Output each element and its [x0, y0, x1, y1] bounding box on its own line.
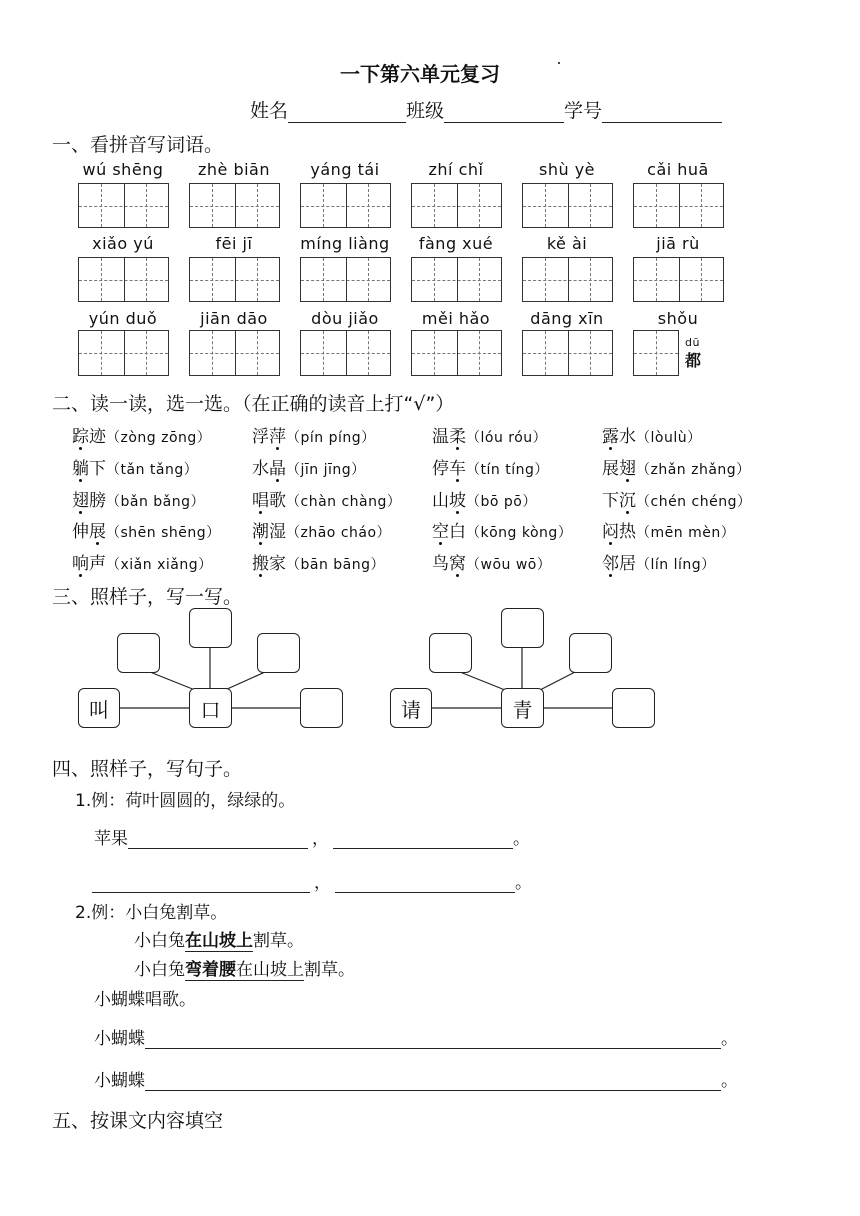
example-char-box-right [390, 688, 432, 728]
example1-line2 [92, 868, 532, 893]
word: 潮湿 [252, 522, 286, 542]
section4-heading: 四、照样子，写句子。 [52, 758, 243, 780]
pronunciation-options[interactable]: （xiǎn xiǎng） [106, 557, 213, 573]
highlighted-phrase: 弯着腰 [185, 960, 236, 980]
pronunciation-options[interactable]: （wōu wō） [466, 557, 552, 573]
answer-box[interactable] [429, 633, 472, 673]
pronunciation-options[interactable]: （zhǎn zhǎng） [636, 462, 751, 478]
example1-label: 1.例：荷叶圆圆的，绿绿的。 [75, 791, 296, 811]
answer-line[interactable] [145, 1030, 721, 1049]
reading-item [602, 486, 751, 511]
pinyin-label: měi hǎo [421, 309, 491, 328]
reading-item [602, 422, 702, 447]
writing-grid-box[interactable] [300, 183, 391, 228]
reading-item [72, 517, 221, 542]
word: 山坡 [432, 491, 466, 511]
pinyin-label: xiǎo yú [92, 234, 154, 253]
class-field[interactable] [444, 102, 564, 123]
period: 。 [721, 1029, 738, 1049]
word: 下沉 [602, 491, 636, 511]
pronunciation-options[interactable]: （mēn mèn） [636, 525, 736, 541]
reading-item [602, 549, 716, 574]
pinyin-label: fàng xué [418, 234, 494, 253]
answer-line[interactable] [333, 830, 513, 849]
reading-item [252, 517, 391, 542]
pronunciation-options[interactable]: （tín tíng） [466, 462, 549, 478]
pronunciation-options[interactable]: （kōng kòng） [466, 525, 573, 541]
writing-grid-box[interactable] [522, 330, 613, 376]
sentence-part: 割草。 [304, 960, 355, 980]
writing-grid-box[interactable] [189, 330, 280, 376]
writing-grid-box[interactable] [300, 257, 391, 302]
word: 翅膀 [72, 491, 106, 511]
number-label: 学号 [564, 100, 603, 122]
center-char-box-right [501, 688, 544, 728]
pinyin-label: yún duǒ [88, 309, 158, 328]
word: 唱歌 [252, 491, 286, 511]
word: 伸展 [72, 522, 106, 542]
word: 搬家 [252, 554, 286, 574]
word: 温柔 [432, 427, 466, 447]
writing-grid-box[interactable] [411, 257, 502, 302]
writing-grid-box[interactable] [189, 183, 280, 228]
page-title: 一下第六单元复习 [340, 62, 500, 86]
student-info [250, 96, 722, 123]
class-label: 班级 [406, 100, 445, 122]
reading-item [432, 454, 549, 479]
writing-grid-box[interactable] [78, 257, 169, 302]
pronunciation-options[interactable]: （jīn jīng） [286, 462, 366, 478]
word: 闷热 [602, 522, 636, 542]
pinyin-label: jiān dāo [200, 309, 268, 328]
pronunciation-options[interactable]: （lín líng） [636, 557, 716, 573]
reading-item [432, 549, 551, 574]
example2-line2 [134, 955, 355, 980]
word: 空白 [432, 522, 466, 542]
pinyin-label: shǒu [657, 309, 699, 328]
pronunciation-options[interactable]: （lòulù） [636, 430, 702, 446]
reading-item [432, 486, 537, 511]
sentence-part: 小白兔 [134, 931, 185, 951]
writing-grid-box[interactable] [300, 330, 391, 376]
pronunciation-options[interactable]: （chàn chàng） [286, 494, 402, 510]
reading-item [252, 549, 385, 574]
pronunciation-options[interactable]: （lóu róu） [466, 430, 548, 446]
pinyin-label: wú shēng [82, 160, 164, 179]
example-char: 叫 [89, 697, 109, 722]
pinyin-label: zhè biān [197, 160, 270, 179]
reading-item [72, 454, 198, 479]
pinyin-label: shù yè [538, 160, 595, 179]
reading-item [252, 486, 401, 511]
answer-box[interactable] [257, 633, 300, 673]
writing-grid-box[interactable] [633, 257, 724, 302]
section1-heading: 一、看拼音写词语。 [52, 134, 224, 156]
pinyin-label: dòu jiǎo [311, 309, 379, 328]
example-char: 请 [401, 697, 421, 722]
reading-item [432, 517, 572, 542]
center-char-box-left [189, 688, 232, 728]
answer-box[interactable] [612, 688, 655, 728]
word: 水晶 [252, 459, 286, 479]
example1-line1 [94, 824, 530, 849]
pronunciation-options[interactable]: （tǎn tǎng） [106, 462, 199, 478]
reading-item [72, 422, 211, 447]
extra-char: 都 [685, 351, 702, 370]
word: 展翅 [602, 459, 636, 479]
answer-line[interactable] [128, 830, 308, 849]
butterfly-prompt: 小蝴蝶 [94, 1071, 145, 1091]
section2-heading: 二、读一读，选一选。（在正确的读音上打“√”） [52, 393, 455, 415]
pronunciation-options[interactable]: （bǎn bǎng） [106, 494, 206, 510]
butterfly-prompt: 小蝴蝶 [94, 1029, 145, 1049]
pronunciation-options[interactable]: （pín píng） [286, 430, 376, 446]
word: 躺下 [72, 459, 106, 479]
sentence-part: 小白兔 [134, 960, 185, 980]
title-mark [558, 62, 560, 64]
reading-item [72, 549, 213, 574]
extra-pinyin: dū [685, 336, 700, 349]
example2-line1 [134, 926, 304, 951]
word: 浮萍 [252, 427, 286, 447]
pronunciation-options[interactable]: （shēn shēng） [106, 525, 221, 541]
reading-item [432, 422, 547, 447]
number-field[interactable] [602, 102, 722, 123]
name-field[interactable] [288, 102, 406, 123]
answer-box[interactable] [117, 633, 160, 673]
reading-item [602, 454, 751, 479]
pronunciation-options[interactable]: （zòng zōng） [106, 430, 212, 446]
name-label: 姓名 [250, 100, 289, 122]
underlined-phrase: 在山坡上 [236, 960, 304, 980]
butterfly-line2 [94, 1066, 738, 1091]
answer-line[interactable] [335, 874, 515, 893]
pronunciation-options[interactable]: （zhāo cháo） [286, 525, 392, 541]
pinyin-label: dāng xīn [530, 309, 604, 328]
word: 停车 [432, 459, 466, 479]
pinyin-label: yáng tái [310, 160, 380, 179]
word: 邻居 [602, 554, 636, 574]
butterfly-line1 [94, 1024, 738, 1049]
writing-grid-box[interactable] [78, 330, 169, 376]
center-char: 口 [200, 697, 221, 722]
answer-line[interactable] [145, 1072, 721, 1091]
example-char-box-left [78, 688, 120, 728]
answer-line[interactable] [92, 874, 310, 893]
pinyin-label: fēi jī [215, 234, 253, 253]
example2-label: 2.例：小白兔割草。 [75, 903, 228, 923]
apple-prompt: 苹果 [94, 829, 128, 849]
comma: ， [314, 873, 331, 893]
period: 。 [515, 873, 532, 893]
word-web-lines [0, 600, 860, 760]
pinyin-label: zhí chǐ [428, 160, 484, 179]
pronunciation-options[interactable]: （bān bāng） [286, 557, 386, 573]
writing-grid-box[interactable] [633, 183, 724, 228]
period: 。 [721, 1071, 738, 1091]
writing-grid-box[interactable] [522, 257, 613, 302]
pronunciation-options[interactable]: （bō pō） [466, 494, 537, 510]
pronunciation-options[interactable]: （chén chéng） [636, 494, 752, 510]
writing-grid-box[interactable] [411, 183, 502, 228]
writing-grid-box[interactable] [189, 257, 280, 302]
section3-heading: 三、照样子，写一写。 [52, 586, 243, 608]
reading-item [602, 517, 735, 542]
word: 露水 [602, 427, 636, 447]
comma: ， [312, 829, 329, 849]
word: 踪迹 [72, 427, 106, 447]
example2-task: 小蝴蝶唱歌。 [94, 990, 196, 1010]
pinyin-label: cǎi huā [647, 160, 709, 179]
answer-box[interactable] [300, 688, 343, 728]
reading-item [252, 422, 376, 447]
highlighted-phrase: 在山坡上 [185, 931, 253, 951]
answer-box[interactable] [569, 633, 612, 673]
writing-grid-box[interactable] [411, 330, 502, 376]
reading-item [72, 486, 205, 511]
word: 响声 [72, 554, 106, 574]
answer-box[interactable] [501, 608, 544, 648]
section5-heading: 五、按课文内容填空 [52, 1110, 224, 1132]
answer-box[interactable] [189, 608, 232, 648]
writing-grid-box[interactable] [522, 183, 613, 228]
pinyin-label: míng liàng [300, 234, 390, 253]
pinyin-label: kě ài [546, 234, 588, 253]
reading-item [252, 454, 366, 479]
center-char: 青 [512, 697, 533, 722]
word: 鸟窝 [432, 554, 466, 574]
period: 。 [513, 829, 530, 849]
writing-grid-box[interactable] [78, 183, 169, 228]
writing-grid-box[interactable] [633, 330, 679, 376]
sentence-part: 割草。 [253, 931, 304, 951]
pinyin-label: jiā rù [656, 234, 700, 253]
